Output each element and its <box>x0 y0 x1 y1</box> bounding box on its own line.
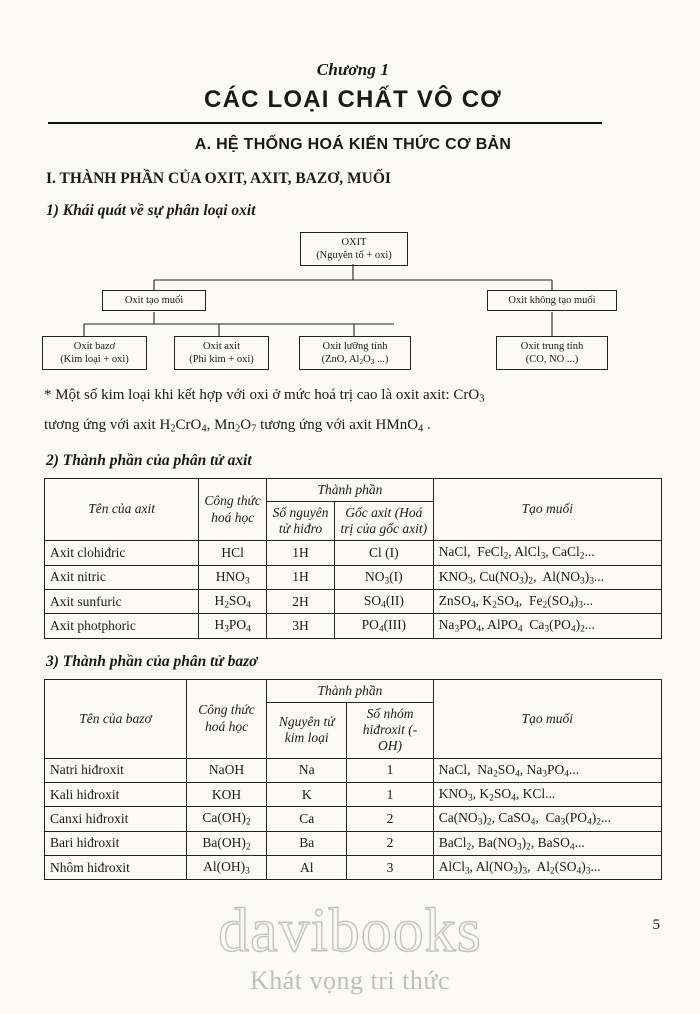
axit-h: 3H <box>267 614 335 638</box>
bazo-kimloai: Na <box>267 758 347 782</box>
axit-table <box>44 478 662 639</box>
note-line-1 <box>44 384 662 408</box>
axit-h: 1H <box>267 565 335 589</box>
diagram-node-oxit-luong-tinh: Oxit lưỡng tính (ZnO, $Al_2O_3$ ...) <box>299 336 411 370</box>
diagram-node-oxit-tao-muoi: Oxit tạo muối <box>102 290 206 311</box>
bazo-name: Kali hiđroxit <box>45 782 187 806</box>
bazo-oh: 2 <box>347 807 433 831</box>
diagram-node-oxit-axit: Oxit axit (Phi kim + oxi) <box>174 336 269 370</box>
bazo-muoi: $Ca(NO_3)_2$, CaSO$_4$, $Ca_3(PO_4)_2$... <box>433 807 661 831</box>
bazo-oh: 2 <box>347 831 433 855</box>
bazo-formula: KOH <box>186 782 266 806</box>
table-row <box>45 831 662 855</box>
bazo-formula: $Ca(OH)_2$ <box>186 807 266 831</box>
table-row <box>45 541 662 565</box>
bazo-formula: NaOH <box>186 758 266 782</box>
axit-h: 2H <box>267 590 335 614</box>
axit-goc: $PO_4(III)$ <box>334 614 433 638</box>
section-i-heading: I. THÀNH PHẦN CỦA OXIT, AXIT, BAZƠ, MUỐI <box>46 170 391 187</box>
watermark <box>0 897 700 996</box>
bazo-oh: 1 <box>347 758 433 782</box>
subsection-3-heading: 3) Thành phần của phân tử bazơ <box>46 652 258 670</box>
table-header-row <box>45 478 662 501</box>
axit-header-h: Số nguyên tử hiđro <box>267 501 335 540</box>
diagram-node-oxit-khong-tao-muoi: Oxit không tạo muối <box>487 290 617 311</box>
axit-header-name: Tên của axit <box>45 478 199 541</box>
bazo-muoi: NaCl, $Na_2SO_4$, $Na_3PO_4$... <box>433 758 661 782</box>
axit-goc: $NO_3(I)$ <box>334 565 433 589</box>
axit-muoi: $KNO_3$, $Cu(NO_3)_2$, $Al(NO_3)_3$... <box>433 565 661 589</box>
bazo-header-formula: Công thức hoá học <box>186 679 266 758</box>
axit-header-goc: Gốc axit (Hoá trị của gốc axit) <box>334 501 433 540</box>
axit-goc: $SO_4(II)$ <box>334 590 433 614</box>
table-row <box>45 782 662 806</box>
axit-h: 1H <box>267 541 335 565</box>
axit-goc: Cl (I) <box>334 541 433 565</box>
table-row <box>45 807 662 831</box>
bazo-kimloai: Al <box>267 855 347 879</box>
axit-header-group: Thành phần <box>267 478 434 501</box>
axit-muoi: ZnSO$_4$, $K_2SO_4$, $Fe_2(SO_4)_3$... <box>433 590 661 614</box>
bazo-name: Bari hiđroxit <box>45 831 187 855</box>
diagram-node-oxit-bazo: Oxit bazơ (Kim loại + oxi) <box>42 336 147 370</box>
bazo-kimloai: Ca <box>267 807 347 831</box>
axit-name: Axit nitric <box>45 565 199 589</box>
bazo-header-muoi: Tạo muối <box>433 679 661 758</box>
bazo-header-name: Tên của bazơ <box>45 679 187 758</box>
bazo-header-kimloai: Nguyên tử kim loại <box>267 702 347 758</box>
section-a-heading: A. HỆ THỐNG HOÁ KIẾN THỨC CƠ BẢN <box>194 136 512 153</box>
table-row <box>45 614 662 638</box>
table-row <box>45 758 662 782</box>
axit-header-muoi: Tạo muối <box>433 478 661 541</box>
subsection-1-heading: 1) Khái quát về sự phân loại oxit <box>46 202 256 219</box>
axit-muoi: NaCl, FeCl$_2$, AlCl$_3$, CaCl$_2$... <box>433 541 661 565</box>
bazo-name: Canxi hiđroxit <box>45 807 187 831</box>
axit-muoi: $Na_3PO_4$, AlPO$_4$ $Ca_3(PO_4)_2$... <box>433 614 661 638</box>
page-number: 5 <box>652 917 660 933</box>
bazo-header-group: Thành phần <box>267 679 434 702</box>
bazo-name: Nhôm hiđroxit <box>45 855 187 879</box>
bazo-header-oh: Số nhóm hiđroxit (-OH) <box>347 702 433 758</box>
bazo-kimloai: K <box>267 782 347 806</box>
note-text-1: * Một số kim loại khi kết hợp với oxi ở mức hoá trị cao là oxit axit: CrO$_3$ <box>44 387 485 405</box>
bazo-muoi: AlCl$_3$, $Al(NO_3)_3$, $Al_2(SO_4)_3$... <box>433 855 661 879</box>
axit-name: Axit clohiđric <box>45 541 199 565</box>
bazo-kimloai: Ba <box>267 831 347 855</box>
watermark-main: davibooks <box>218 897 482 965</box>
axit-formula: $HNO_3$ <box>199 565 267 589</box>
note-text-2: tương ứng với axit $H_2CrO_4$, $Mn_2O_7$ tương ứng với axit HMnO$_4$ . <box>44 416 431 435</box>
axit-formula: $H_2SO_4$ <box>199 590 267 614</box>
chapter-label: Chương 1 <box>316 60 390 79</box>
page-title: CÁC LOẠI CHẤT VÔ CƠ <box>204 86 502 113</box>
watermark-sub: Khát vọng tri thức <box>249 966 450 995</box>
axit-header-formula: Công thức hoá học <box>199 478 267 541</box>
bazo-oh: 3 <box>347 855 433 879</box>
title-divider <box>48 122 602 124</box>
bazo-muoi: $KNO_3$, $K_2SO_4$, KCl... <box>433 782 661 806</box>
table-row <box>45 855 662 879</box>
diagram-node-root: OXIT (Nguyên tố + oxi) <box>300 232 408 266</box>
axit-name: Axit photphoric <box>45 614 199 638</box>
table-row <box>45 590 662 614</box>
bazo-table <box>44 679 662 881</box>
axit-formula: HCl <box>199 541 267 565</box>
bazo-muoi: BaCl$_2$, $Ba(NO_3)_2$, BaSO$_4$... <box>433 831 661 855</box>
diagram-node-oxit-trung-tinh: Oxit trung tính (CO, NO ...) <box>496 336 608 370</box>
bazo-formula: $Ba(OH)_2$ <box>186 831 266 855</box>
bazo-name: Natri hiđroxit <box>45 758 187 782</box>
table-row <box>45 565 662 589</box>
table-header-row <box>45 679 662 702</box>
oxit-classification-diagram <box>44 228 662 378</box>
subsection-2-heading: 2) Thành phần của phân tử axit <box>46 451 252 469</box>
note-line-2 <box>44 414 662 438</box>
bazo-formula: $Al(OH)_3$ <box>186 855 266 879</box>
axit-name: Axit sunfuric <box>45 590 199 614</box>
axit-formula: $H_3PO_4$ <box>199 614 267 638</box>
bazo-oh: 1 <box>347 782 433 806</box>
